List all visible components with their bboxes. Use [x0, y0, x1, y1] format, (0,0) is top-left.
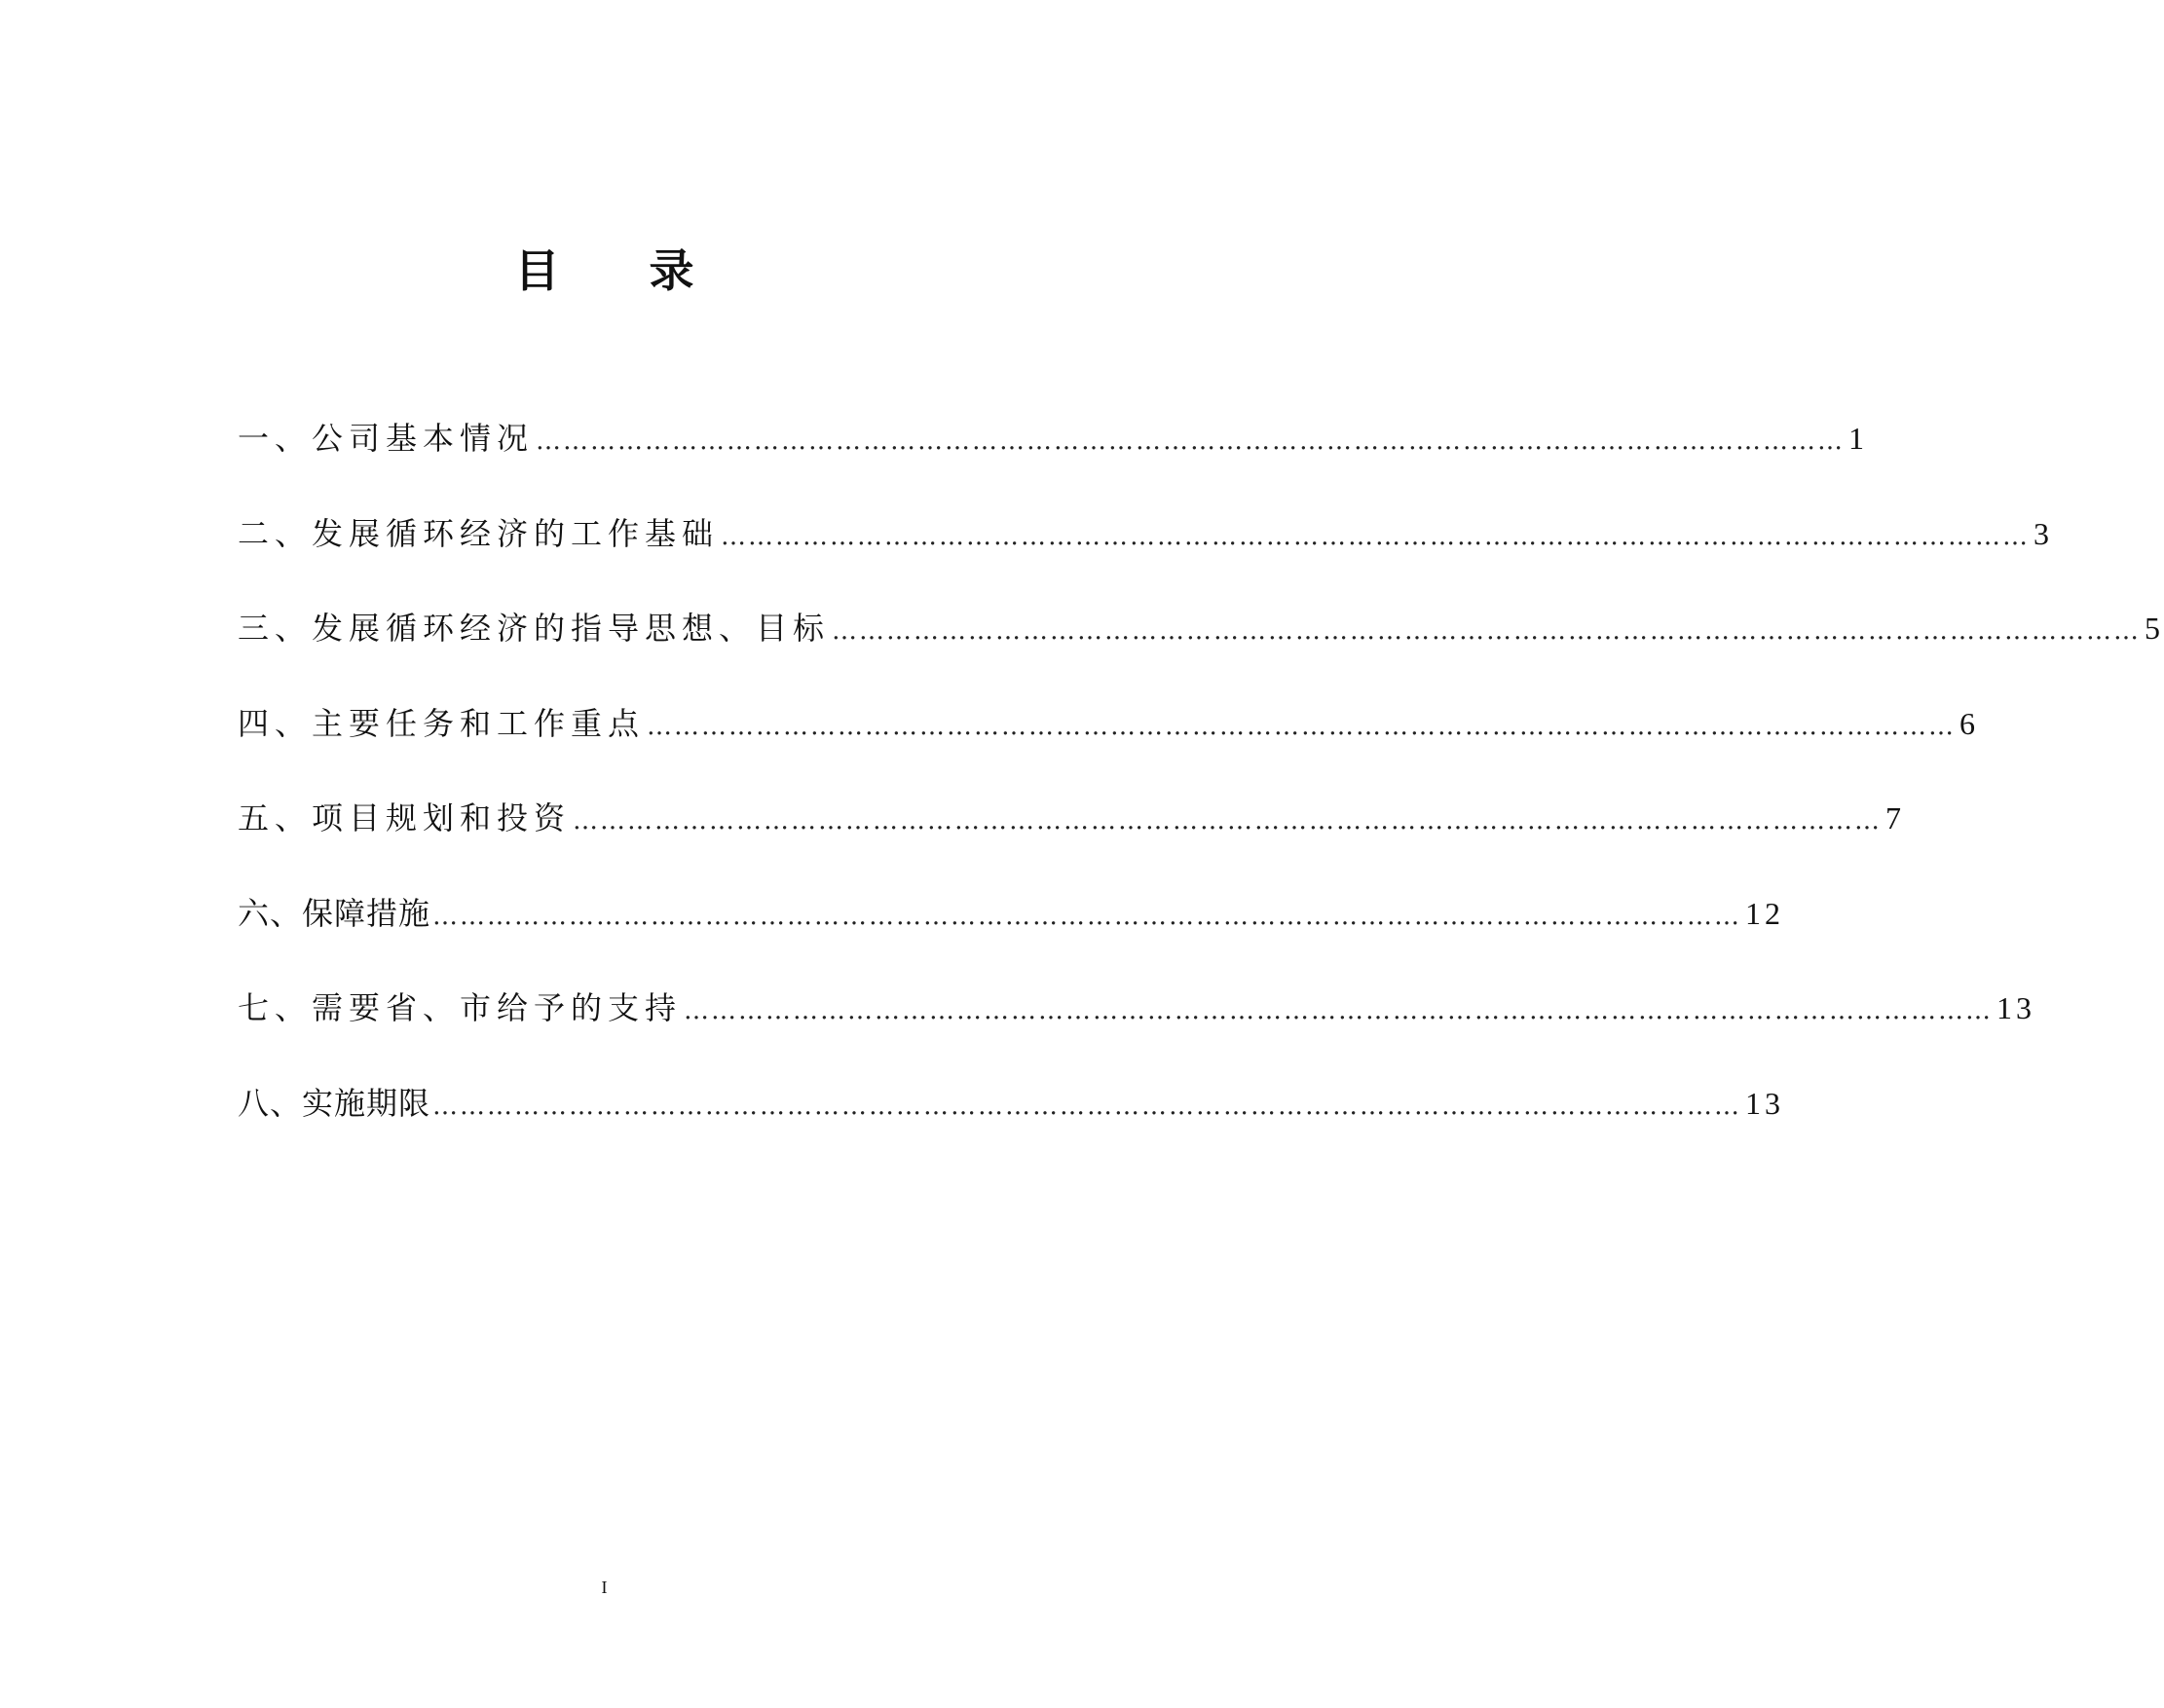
toc-entry-1[interactable] [238, 419, 1869, 514]
toc-entry-page: 13 [1745, 1085, 1785, 1121]
toc-dot-leader: ……………………………………………………………………………………………………………………………… [536, 427, 1846, 456]
toc-entry-page: 13 [1996, 990, 2036, 1025]
page-title-char-1: 目 [514, 244, 560, 297]
toc-entry-page: 5 [2145, 611, 2164, 646]
page-number: I [601, 1578, 608, 1597]
toc-entry-label: 三、发展循环经济的指导思想、目标 [238, 610, 831, 647]
page-title-char-2: 录 [649, 244, 694, 297]
toc-dot-leader: ……………………………………………………………………………………………………………………………… [432, 901, 1742, 931]
toc-entry-label: 八、实施期限 [238, 1084, 431, 1122]
toc-entry-8[interactable] [238, 1084, 1785, 1179]
toc-entry-label: 五、项目规划和投资 [238, 799, 572, 836]
toc-entry-4[interactable] [238, 704, 1980, 799]
toc-entry-label: 一、公司基本情况 [238, 420, 535, 457]
toc-dot-leader: ……………………………………………………………………………………………………………………………… [832, 616, 2142, 646]
toc-dot-leader: ……………………………………………………………………………………………………………………………… [432, 1091, 1742, 1121]
toc-entry-page: 3 [2033, 515, 2054, 551]
page-title [0, 241, 1209, 300]
toc-entry-7[interactable] [238, 988, 2036, 1084]
toc-dot-leader: ……………………………………………………………………………………………………………………………… [684, 996, 1994, 1025]
toc-dot-leader: ……………………………………………………………………………………………………………………………… [721, 521, 2031, 551]
toc-entry-page: 1 [1848, 421, 1869, 456]
table-of-contents [238, 419, 2164, 1178]
toc-dot-leader: ……………………………………………………………………………………………………………………………… [647, 711, 1957, 741]
toc-entry-label: 六、保障措施 [238, 894, 431, 932]
toc-entry-page: 6 [1959, 705, 1980, 741]
toc-entry-5[interactable] [238, 798, 1906, 894]
toc-entry-label: 二、发展循环经济的工作基础 [238, 514, 720, 552]
toc-entry-label: 七、需要省、市给予的支持 [238, 989, 683, 1026]
toc-entry-6[interactable] [238, 894, 1785, 989]
toc-entry-2[interactable] [238, 514, 2054, 610]
toc-entry-page: 7 [1885, 800, 1906, 835]
toc-dot-leader: ……………………………………………………………………………………………………………………………… [573, 806, 1883, 835]
toc-entry-3[interactable] [238, 609, 2164, 704]
toc-entry-page: 12 [1745, 895, 1785, 931]
toc-entry-label: 四、主要任务和工作重点 [238, 704, 646, 742]
